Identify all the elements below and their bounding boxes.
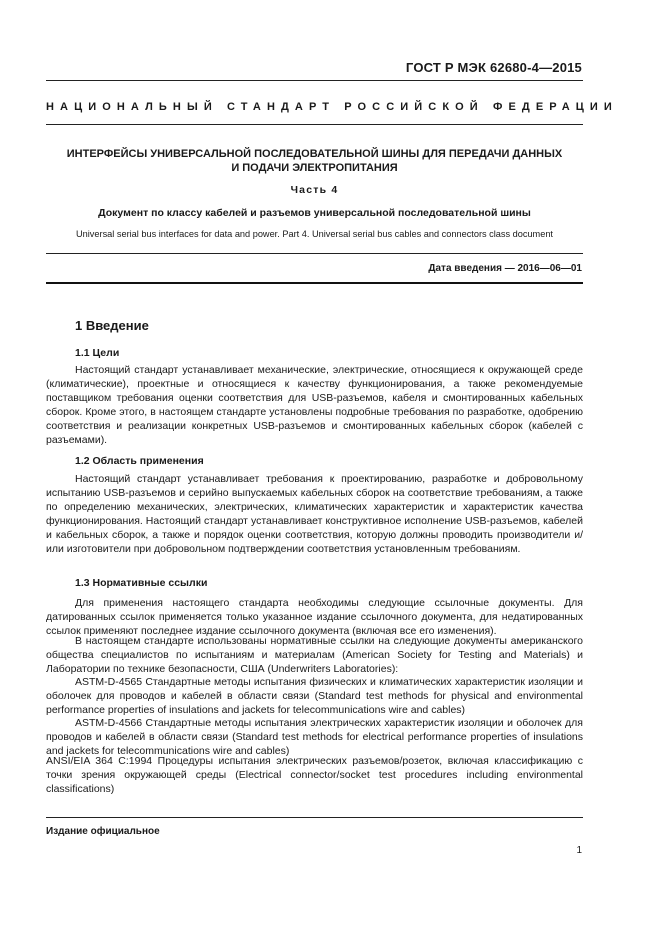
part-label: Часть 4 bbox=[290, 184, 339, 196]
reference-ansi-eia-364: ANSI/EIA 364 C:1994 Процедуры испытания электрических разъемов/розеток, включая классификацию с точки зрения окружающей среды (Electrical connector/socket test procedures including environmental classifications) bbox=[46, 755, 583, 796]
section-1-1-heading: 1.1 Цели bbox=[75, 347, 120, 359]
reference-astm-d-4566: ASTM-D-4566 Стандартные методы испытания электрических характеристик изоляции и оболочек для проводов и кабелей в области связи (Standard test methods for electrical performance properties of insulations and jackets for telecommunications wire and cables) bbox=[46, 717, 583, 758]
section-1-3-para-2: В настоящем стандарте использованы нормативные ссылки на следующие документы американского общества специалистов по испытаниям и материалам (American Society for Testing and Materials) и Лаборатории по технике безопасности, США (Underwriters Laboratories): bbox=[46, 635, 583, 676]
title-line-1: ИНТЕРФЕЙСЫ УНИВЕРСАЛЬНОЙ ПОСЛЕДОВАТЕЛЬНОЙ ШИНЫ ДЛЯ ПЕРЕДАЧИ ДАННЫХ bbox=[66, 148, 563, 160]
document-title bbox=[46, 147, 583, 175]
section-1-3-heading: 1.3 Нормативные ссылки bbox=[75, 577, 208, 589]
official-edition-label: Издание официальное bbox=[46, 826, 160, 837]
section-1-heading: 1 Введение bbox=[75, 318, 149, 333]
english-title: Universal serial bus interfaces for data and power. Part 4. Universal serial bus cables and connectors class document bbox=[76, 229, 553, 239]
footer-rule bbox=[46, 817, 583, 818]
page-number: 1 bbox=[576, 845, 582, 856]
section-1-3-para-1: Для применения настоящего стандарта необходимы следующие ссылочные документы. Для датированных ссылок применяется только указанное издание ссылочного документа, для недатированных ссылок применяют последнее издание ссылочного документа (включая все его изменения). bbox=[46, 597, 583, 638]
national-standard-banner: НАЦИОНАЛЬНЫЙ СТАНДАРТ РОССИЙСКОЙ ФЕДЕРАЦИИ bbox=[46, 101, 618, 113]
title-line-2: И ПОДАЧИ ЭЛЕКТРОПИТАНИЯ bbox=[231, 162, 398, 174]
document-subtitle: Документ по классу кабелей и разъемов универсальной последовательной шины bbox=[98, 207, 531, 219]
gost-code: ГОСТ Р МЭК 62680-4—2015 bbox=[405, 60, 582, 75]
date-rule bbox=[46, 282, 583, 284]
section-1-2-text: Настоящий стандарт устанавливает требования к проектированию, разработке и добровольному испытанию USB-разъемов и серийно выпускаемых кабельных сборок на соответствие требованиям, а также по определению механических, электрических, климатических характеристик и характеристик качества функционирования. Настоящий стандарт устанавливает конструктивное исполнение USB-разъемов, кабелей и кабельных сборок, а также и порядок оценки соответствия, которую должны проводить производители и/или изготовители при добровольном подтверждении соответствия установленным требованиям. bbox=[46, 473, 583, 556]
header-rule bbox=[46, 80, 583, 81]
section-1-1-text: Настоящий стандарт устанавливает механические, электрические, относящиеся к окружающей среде (климатические), проектные и относящиеся к качеству функционирования, а также рекомендуемые поставщиком требования оценки соответствия для USB-разъемов, кабеля и смонтированных кабельных сборок. Кроме этого, в настоящем стандарте установлены подробные требования по разработке, одобрению соответствия и реализации конкретных USB-разъемов и смонтированных кабельных сборок (кабелей с разъемами). bbox=[46, 364, 583, 447]
reference-astm-d-4565: ASTM-D-4565 Стандартные методы испытания физических и климатических характеристик изоляции и оболочек для проводов и кабелей в области связи (Standard test methods for physical and environmental performance properties of insulations and jackets for telecommunications wire and cables) bbox=[46, 676, 583, 717]
section-1-2-heading: 1.2 Область применения bbox=[75, 455, 204, 467]
banner-rule bbox=[46, 124, 583, 125]
date-introduced: Дата введения — 2016—06—01 bbox=[428, 263, 582, 274]
title-rule bbox=[46, 253, 583, 254]
